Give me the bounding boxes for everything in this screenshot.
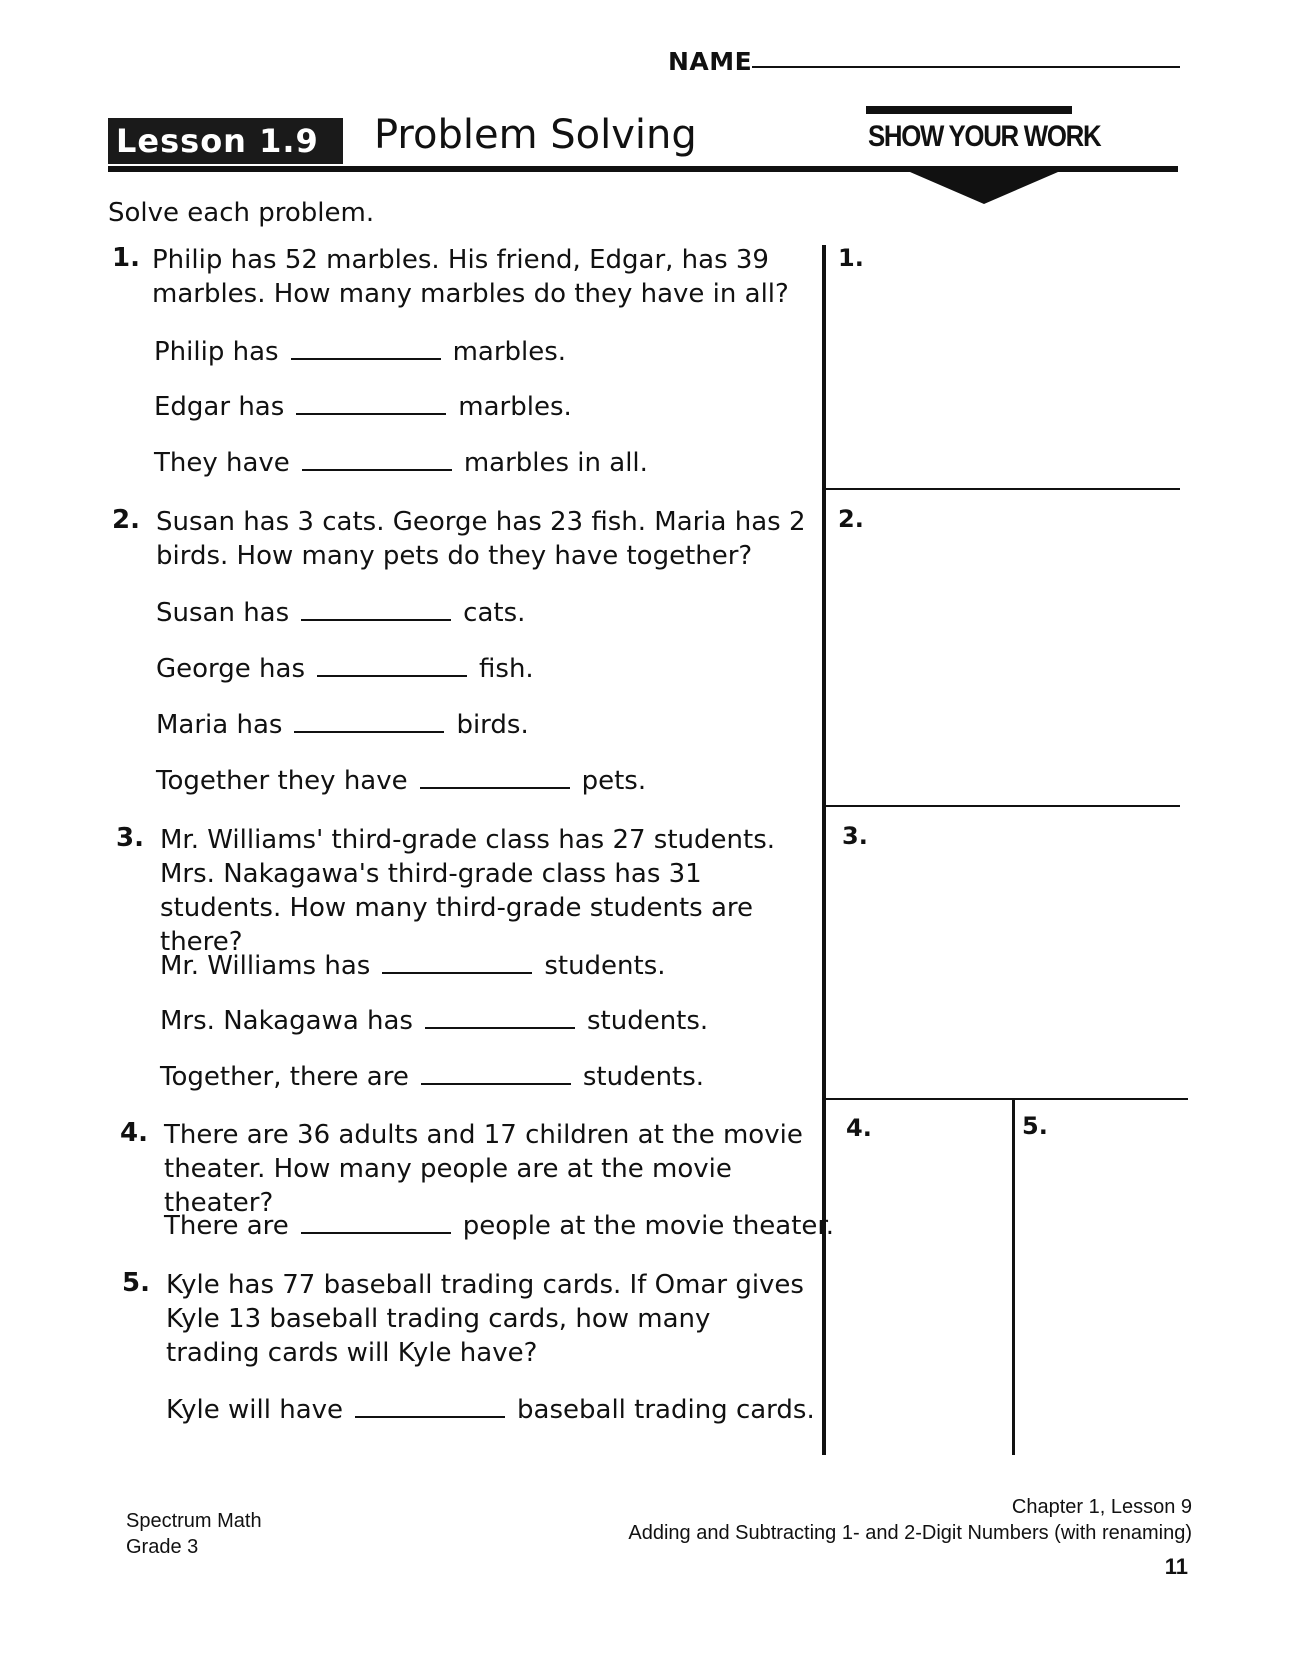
fill-label: Kyle will have xyxy=(166,1395,344,1425)
problem-text: Philip has 52 marbles. His friend, Edgar, has 39 marbles. How many marbles do they have in all? xyxy=(152,245,789,309)
problem-number: 2. xyxy=(112,505,140,535)
fill-label: They have xyxy=(154,448,290,478)
fill-line xyxy=(164,1211,834,1241)
name-field[interactable] xyxy=(752,66,1180,68)
chapter-label: Chapter 1, Lesson 9 xyxy=(1011,1496,1192,1518)
fill-line xyxy=(160,1062,704,1092)
fill-suffix: pets. xyxy=(581,766,647,796)
answer-blank[interactable] xyxy=(291,340,441,360)
work-box-rule xyxy=(824,488,1180,490)
work-box-label: 3. xyxy=(842,822,868,850)
answer-blank[interactable] xyxy=(296,395,446,415)
fill-label: Mr. Williams has xyxy=(160,951,371,981)
work-box-label: 4. xyxy=(846,1114,872,1142)
work-area-divider xyxy=(1012,1100,1015,1455)
fill-line xyxy=(156,598,525,628)
fill-suffix: baseball trading cards. xyxy=(517,1395,815,1425)
fill-line xyxy=(156,710,529,740)
work-box-label: 5. xyxy=(1022,1112,1048,1140)
work-box-rule xyxy=(824,1098,1188,1100)
work-area-divider xyxy=(822,245,826,1455)
fill-line xyxy=(166,1395,815,1425)
footer-right xyxy=(628,1494,1192,1546)
fill-label: Maria has xyxy=(156,710,283,740)
name-label: NAME xyxy=(668,47,753,76)
answer-blank[interactable] xyxy=(317,657,467,677)
show-work-bar xyxy=(866,106,1072,114)
fill-suffix: people at the movie theater. xyxy=(462,1211,834,1241)
problem-number: 5. xyxy=(122,1268,150,1298)
fill-label: Edgar has xyxy=(154,392,285,422)
fill-line xyxy=(156,654,534,684)
fill-suffix: students. xyxy=(586,1006,709,1036)
chapter-topic: Adding and Subtracting 1- and 2-Digit Numbers (with renaming) xyxy=(628,1522,1192,1544)
answer-blank[interactable] xyxy=(420,769,570,789)
fill-label: Together they have xyxy=(156,766,408,796)
show-work-label: SHOW YOUR WORK xyxy=(868,120,1101,153)
fill-suffix: birds. xyxy=(456,710,529,740)
fill-label: Philip has xyxy=(154,337,279,367)
answer-blank[interactable] xyxy=(425,1009,575,1029)
fill-suffix: students. xyxy=(582,1062,705,1092)
answer-blank[interactable] xyxy=(421,1065,571,1085)
problem-text: Mr. Williams' third-grade class has 27 students. Mrs. Nakagawa's third-grade class has 31 students. How many third-grade students are there? xyxy=(160,825,775,957)
instructions: Solve each problem. xyxy=(108,198,375,228)
page-number: 11 xyxy=(1164,1554,1188,1579)
answer-blank[interactable] xyxy=(382,954,532,974)
fill-suffix: marbles. xyxy=(452,337,567,367)
fill-suffix: students. xyxy=(544,951,666,981)
footer-left xyxy=(126,1508,262,1560)
work-box-rule xyxy=(824,805,1180,807)
lesson-badge: Lesson 1.9 xyxy=(108,118,343,164)
fill-label: There are xyxy=(164,1211,289,1241)
fill-suffix: fish. xyxy=(479,654,534,684)
answer-blank[interactable] xyxy=(355,1398,505,1418)
work-box-label: 2. xyxy=(838,505,864,533)
fill-line xyxy=(156,766,646,796)
problem-text: Susan has 3 cats. George has 23 fish. Maria has 2 birds. How many pets do they have together? xyxy=(156,507,806,571)
work-box-label: 1. xyxy=(838,244,864,272)
fill-label: Susan has xyxy=(156,598,290,628)
problem-text: Kyle has 77 baseball trading cards. If Omar gives Kyle 13 baseball trading cards, how many trading cards will Kyle have? xyxy=(166,1270,804,1368)
fill-label: Mrs. Nakagawa has xyxy=(160,1006,413,1036)
fill-line xyxy=(154,392,572,422)
fill-line xyxy=(154,337,566,367)
problem-number: 1. xyxy=(112,243,140,273)
answer-blank[interactable] xyxy=(302,451,452,471)
fill-label: George has xyxy=(156,654,306,684)
fill-label: Together, there are xyxy=(160,1062,409,1092)
problem-text: There are 36 adults and 17 children at the movie theater. How many people are at the movie theater? xyxy=(164,1120,803,1218)
answer-blank[interactable] xyxy=(301,1214,451,1234)
problem-number: 4. xyxy=(120,1118,148,1148)
fill-suffix: marbles in all. xyxy=(463,448,648,478)
book-title: Spectrum Math xyxy=(126,1510,262,1532)
fill-line xyxy=(160,951,666,981)
problem-number: 3. xyxy=(116,823,144,853)
fill-line xyxy=(160,1006,708,1036)
fill-suffix: marbles. xyxy=(458,392,572,422)
grade-label: Grade 3 xyxy=(126,1536,199,1558)
fill-line xyxy=(154,448,648,478)
answer-blank[interactable] xyxy=(294,713,444,733)
answer-blank[interactable] xyxy=(301,601,451,621)
fill-suffix: cats. xyxy=(463,598,526,628)
page-title: Problem Solving xyxy=(374,112,697,158)
down-arrow-icon xyxy=(910,172,1058,204)
